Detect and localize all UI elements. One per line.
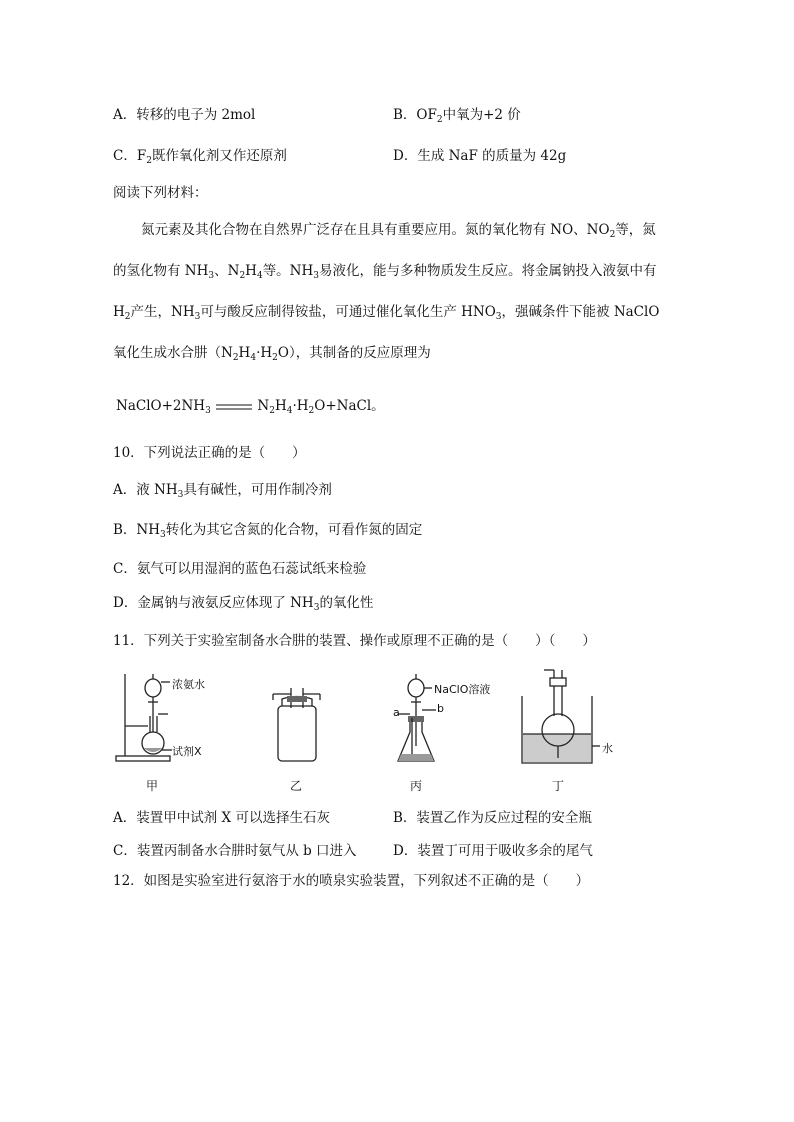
q11-option-d: D．装置丁可用于吸收多余的尾气 — [393, 843, 593, 859]
reading-heading: 阅读下列材料： — [113, 185, 208, 201]
reaction-equation: $NaClO+2NH_3$ $N_2H_4\cdot H_2O+NaCl$。 — [116, 398, 385, 416]
equals-sign-icon — [215, 402, 253, 412]
caption-yi: 乙 — [290, 779, 303, 793]
apparatus-bing — [398, 674, 436, 761]
reading-line-2: 的氢化物有 $NH_3$、$N_2H_4$等。$NH_3$易液化，能与多种物质发生反应。将金属钠投入液氨中有 — [113, 263, 657, 281]
label-port-a: a — [393, 706, 400, 719]
q12-stem: 12．如图是实验室进行氨溶于水的喷泉实验装置，下列叙述不正确的是（ ） — [113, 873, 590, 889]
q10-option-d: D．金属钠与液氨反应体现了 $NH_3$的氧化性 — [113, 595, 374, 613]
reading-line-3: $H_2$产生，$NH_3$可与酸反应制得铵盐，可通过催化氧化生产 $HNO_3$，强碱条件下能被 NaClO — [113, 304, 660, 322]
q9-option-c: C．$F_2$既作氧化剂又作还原剂 — [113, 148, 287, 166]
label-reagent-x: 试剂X — [172, 745, 202, 758]
q9-option-b: B．$OF_2$中氧为+2 价 — [393, 107, 521, 125]
q9-option-d: D．生成 NaF 的质量为 42g — [393, 148, 567, 164]
label-concentrated-ammonia: 浓氨水 — [172, 678, 205, 691]
q9-option-a: A．转移的电子为 2mol — [113, 107, 256, 123]
q11-option-c: C．装置丙制备水合肼时氨气从 b 口进入 — [113, 843, 357, 859]
q10-option-c: C．氨气可以用湿润的蓝色石蕊试纸来检验 — [113, 561, 367, 577]
q11-option-b: B．装置乙作为反应过程的安全瓶 — [393, 810, 592, 826]
reading-line-1: 氮元素及其化合物在自然界广泛存在且具有重要应用。氮的氧化物有 NO、$NO_2$等，氮 — [141, 222, 656, 240]
apparatus-yi — [273, 688, 320, 761]
q11-stem: 11．下列关于实验室制备水合肼的装置、操作或原理不正确的是（ ）（ ） — [113, 633, 596, 649]
q10-stem: 10．下列说法正确的是（ ） — [113, 445, 306, 461]
label-naclo-solution: NaClO溶液 — [434, 683, 491, 696]
q11-option-a: A．装置甲中试剂 X 可以选择生石灰 — [113, 810, 330, 826]
reading-line-4: 氧化生成水合肼$(N_2H_4\cdot H_2O)$，其制备的反应原理为 — [113, 345, 431, 363]
caption-jia: 甲 — [146, 779, 159, 793]
q10-option-a: A．液 $NH_3$具有碱性，可用作制冷剂 — [113, 482, 332, 500]
caption-ding: 丁 — [552, 779, 565, 793]
q10-option-b: B．$NH_3$转化为其它含氮的化合物，可看作氮的固定 — [113, 522, 423, 540]
caption-bing: 丙 — [410, 779, 423, 793]
label-port-b: b — [437, 702, 444, 715]
label-water: 水 — [602, 742, 613, 755]
apparatus-ding — [522, 670, 600, 763]
apparatus-jia — [116, 674, 172, 761]
